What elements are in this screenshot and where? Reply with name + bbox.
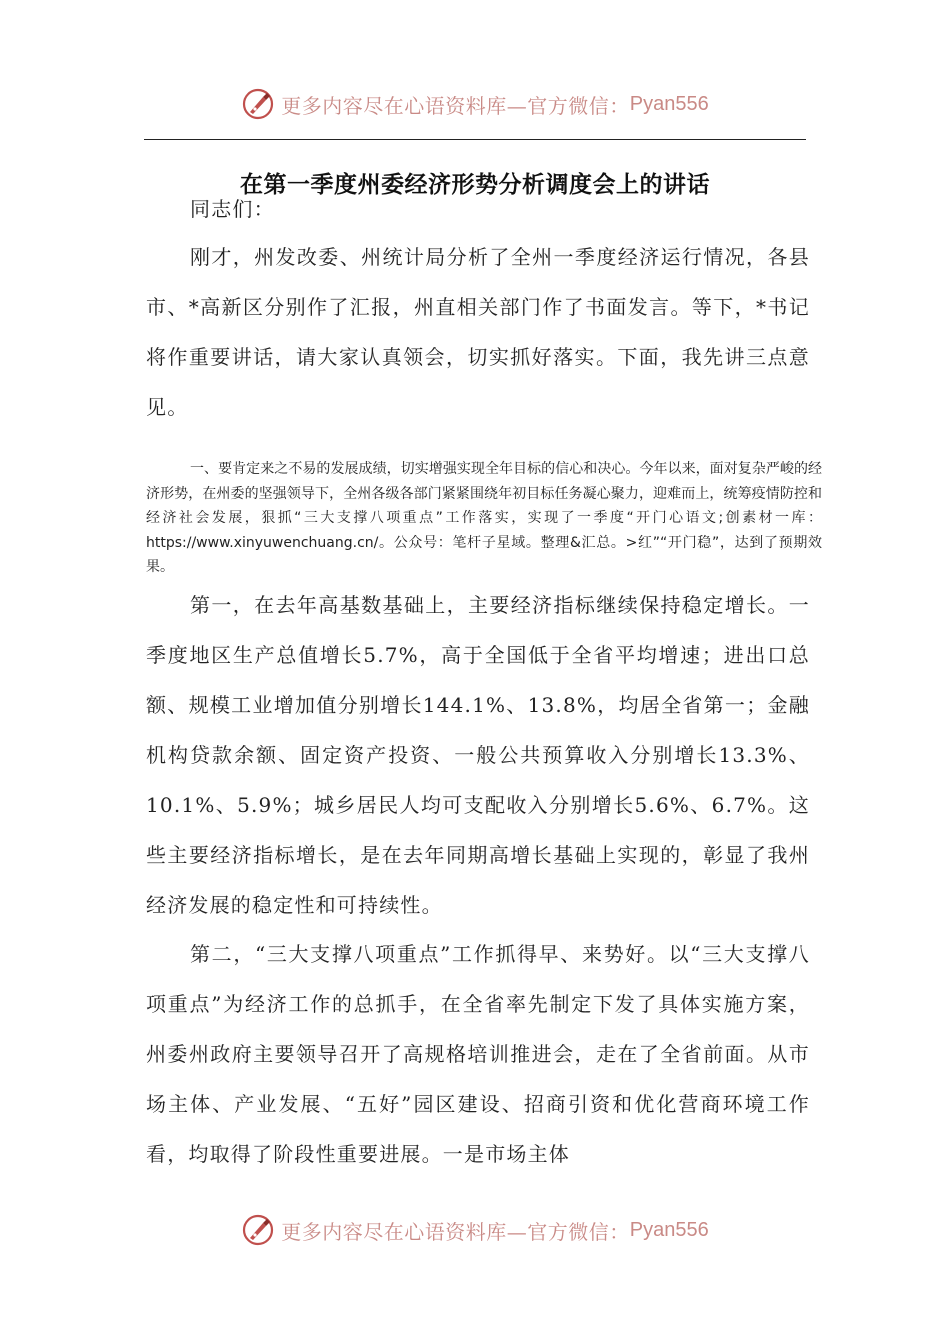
banner-wechat-id: Pyan556	[629, 1218, 709, 1241]
pen-nib-logo-icon	[241, 87, 275, 121]
paragraph-section-one: 一、要肯定来之不易的发展成绩，切实增强实现全年目标的信心和决心。今年以来，面对复杂严峻的经济形势，在州委的坚强领导下，全州各级各部门紧紧围绕年初目标任务凝心聚力，迎难而上，统筹疫情防控和经济社会发展，狠抓“三大支撑八项重点”工作落实，实现了一季度“开门心语文;创素材一库：https://www.xinyuwenchuang.cn/。公众号：笔杆子星域。整理&汇总。>红”“开门稳”，达到了预期效果。	[146, 461, 822, 575]
paragraph-intro: 刚才，州发改委、州统计局分析了全州一季度经济运行情况，各县市、*高新区分别作了汇报，州直相关部门作了书面发言。等下，*书记将作重要讲话，请大家认真领会，切实抓好落实。下面，我先讲三点意见。	[146, 245, 810, 419]
greeting: 同志们：	[190, 197, 275, 221]
banner-text: 更多内容尽在心语资料库—官方微信：	[281, 93, 630, 118]
page-title: 在第一季度州委经济形势分析调度会上的讲话	[240, 172, 710, 198]
header-divider	[144, 139, 806, 140]
pen-nib-logo-icon	[241, 1213, 275, 1247]
banner-text: 更多内容尽在心语资料库—官方微信：	[281, 1219, 630, 1244]
banner-wechat-id: Pyan556	[629, 92, 709, 115]
paragraph-second-point: 第二，“三大支撑八项重点”工作抓得早、来势好。以“三大支撑八项重点”为经济工作的总抓手，在全省率先制定下发了具体实施方案，州委州政府主要领导召开了高规格培训推进会，走在了全省前面。从市场主体、产业发展、“五好”园区建设、招商引资和优化营商环境工作看，均取得了阶段性重要进展。一是市场主体	[146, 942, 810, 1166]
paragraph-first-point: 第一，在去年高基数基础上，主要经济指标继续保持稳定增长。一季度地区生产总值增长5.7%，高于全国低于全省平均增速；进出口总额、规模工业增加值分别增长144.1%、13.8%，均居全省第一；金融机构贷款余额、固定资产投资、一般公共预算收入分别增长13.3%、10.1%、5.9%；城乡居民人均可支配收入分别增长5.6%、6.7%。这些主要经济指标增长，是在去年同期高增长基础上实现的，彰显了我州经济发展的稳定性和可持续性。	[146, 593, 810, 917]
footer-banner	[0, 1208, 950, 1252]
header-banner	[0, 82, 950, 126]
